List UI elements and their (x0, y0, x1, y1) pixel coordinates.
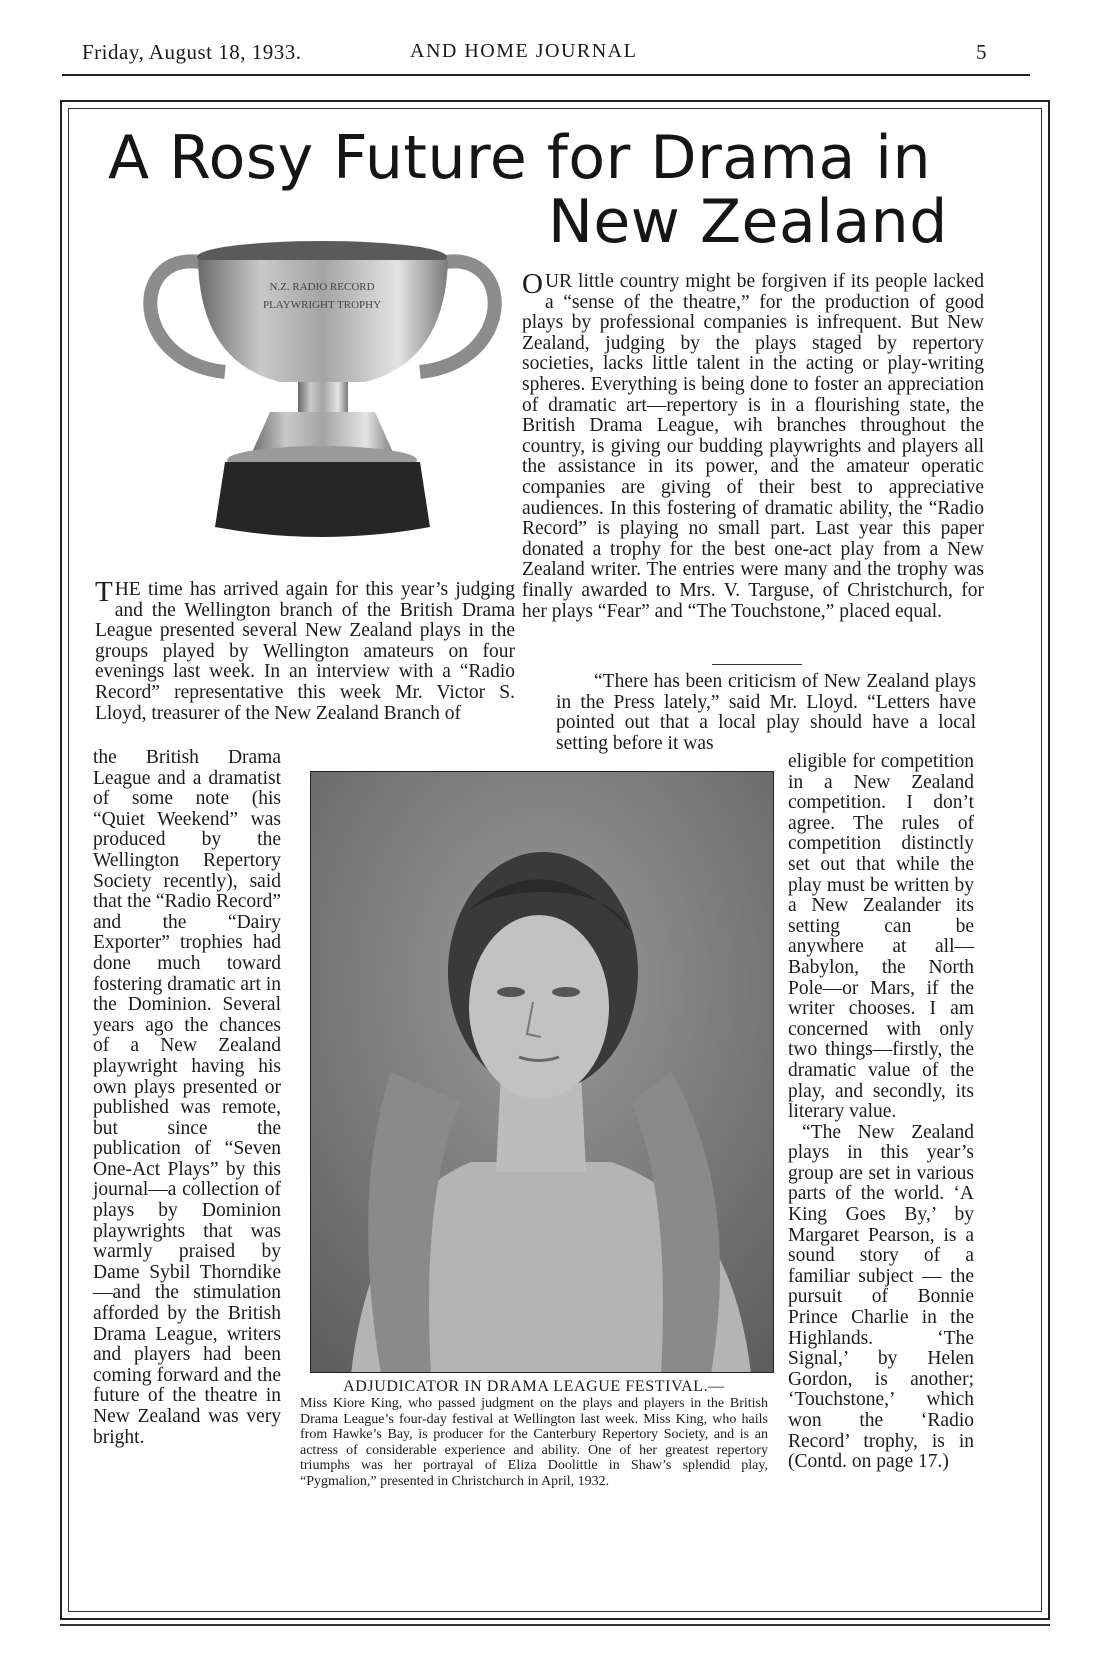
left-paragraph-1-cont: the British Drama League and a dramatist of some note (his “Quiet Weekend” was produced by the Wellington Repertory Society recently), said that the “Radio Record” and the “Dairy Exporter” trophies had done much toward fostering dramatic art in the Dominion. Several years ago the chances of a New Zealand playwright having his own plays presented or published was remote, but since the publication of “Seven One-Act Plays” by this journal—a collection of plays by Dominion playwrights that was warmly praised by Dame Sybil Thorndike—and the stimulation afforded by the British Drama League, writers and players had been coming forward and the future of the theatre in New Zealand was very bright. (93, 747, 281, 1448)
caption-body: Miss Kiore King, who passed judgment on the plays and players in the British Drama League’s four-day festival at Wellington last week. Miss King, who hails from Hawke’s Bay, is producer for the Canterbury Repertory Society, and is an actress of considerable experience and ability. One of her greatest repertory triumphs was her portrayal of Eliza Doolittle in Shaw’s splendid play, “Pygmalion,” presented in Christchurch in April, 1932. (300, 1396, 768, 1489)
left-column-continued (93, 748, 281, 1448)
portrait-photo (310, 771, 774, 1373)
right-column-quote-start (556, 672, 976, 754)
right-paragraph-2: “There has been criticism of New Zealand plays in the Press lately,” said Mr. Lloyd. “Letters have pointed out that a local play should have a local setting before it was (556, 671, 976, 754)
right-paragraph-2-cont: eligible for competition in a New Zealand competition. I don’t agree. The rules of competition distinctly set out that while the play must be written by a New Zealander its setting can be anywhere at all—Babylon, the North Pole—or Mars, if the writer chooses. I am concerned with only two things—firstly, the dramatic value of the play, and secondly, its literary value. (788, 751, 974, 1123)
trophy-photo (130, 222, 515, 577)
left-paragraph-1: HE time has arrived again for this year’s judging and the Wellington branch of the British Drama League presented several New Zealand plays in the groups played by Wellington amateurs on four evenings last week. In an interview with a “Radio Record” representative this week Mr. Victor S. Lloyd, treasurer of the New Zealand Branch of (95, 579, 515, 724)
journal-name: AND HOME JOURNAL (410, 40, 638, 62)
right-paragraph-3: “The New Zealand plays in this year’s group are set in various parts of the world. ‘A King Goes By,’ by Margaret Pearson, is a sound story of a familiar subject — the pursuit of Bonnie Prince Charlie in the Highlands. ‘The Signal,’ by Helen Gordon, is another; ‘Touchstone,’ which won the ‘Radio Record’ trophy, is in (Contd. on page 17.) (788, 1121, 974, 1473)
dropcap-o: O (522, 268, 543, 300)
right-paragraph-1: UR little country might be forgiven if its people lacked a “sense of the theatre,” for the production of good plays by professional companies is infrequent. But New Zealand, judging by the plays staged by repertory societies, lacks little talent in the acting or play-writing spheres. Everything is being done to foster an appreciation of dramatic art—repertory is in a flourishing state, the British Drama League, wih branches throughout the country, is giving our budding playwrights and players all the assistance in its power, and the amateur operatic companies are giving of their best to appreciative audiences. In this fostering of dramatic ability, the “Radio Record” is playing no small part. Last year this paper donated a trophy for the best one-act play from a New Zealand writer. The entries were many and the trophy was finally awarded to Mrs. V. Targuse, of Christchurch, for her plays “Fear” and “The Touchstone,” placed equal. (522, 271, 984, 622)
left-column-intro (95, 576, 515, 724)
header-date: Friday, August 18, 1933. (82, 40, 302, 64)
page-number: 5 (976, 40, 987, 64)
right-column-continued (788, 752, 974, 1473)
header-rule (62, 74, 1030, 76)
right-column-intro (522, 268, 984, 622)
headline-line-2: New Zealand (548, 187, 948, 257)
column-divider-rule (712, 664, 802, 665)
headline-line-1: A Rosy Future for Drama in (108, 123, 931, 193)
dropcap-t: T (95, 576, 113, 608)
article-border-bottom (60, 1624, 1050, 1626)
photo-caption (300, 1378, 768, 1489)
caption-title: ADJUDICATOR IN DRAMA LEAGUE FESTIVAL.— (343, 1378, 725, 1395)
trophy-inscription-1: N.Z. RADIO RECORD (269, 281, 375, 293)
trophy-inscription-2: PLAYWRIGHT TROPHY (262, 299, 382, 311)
